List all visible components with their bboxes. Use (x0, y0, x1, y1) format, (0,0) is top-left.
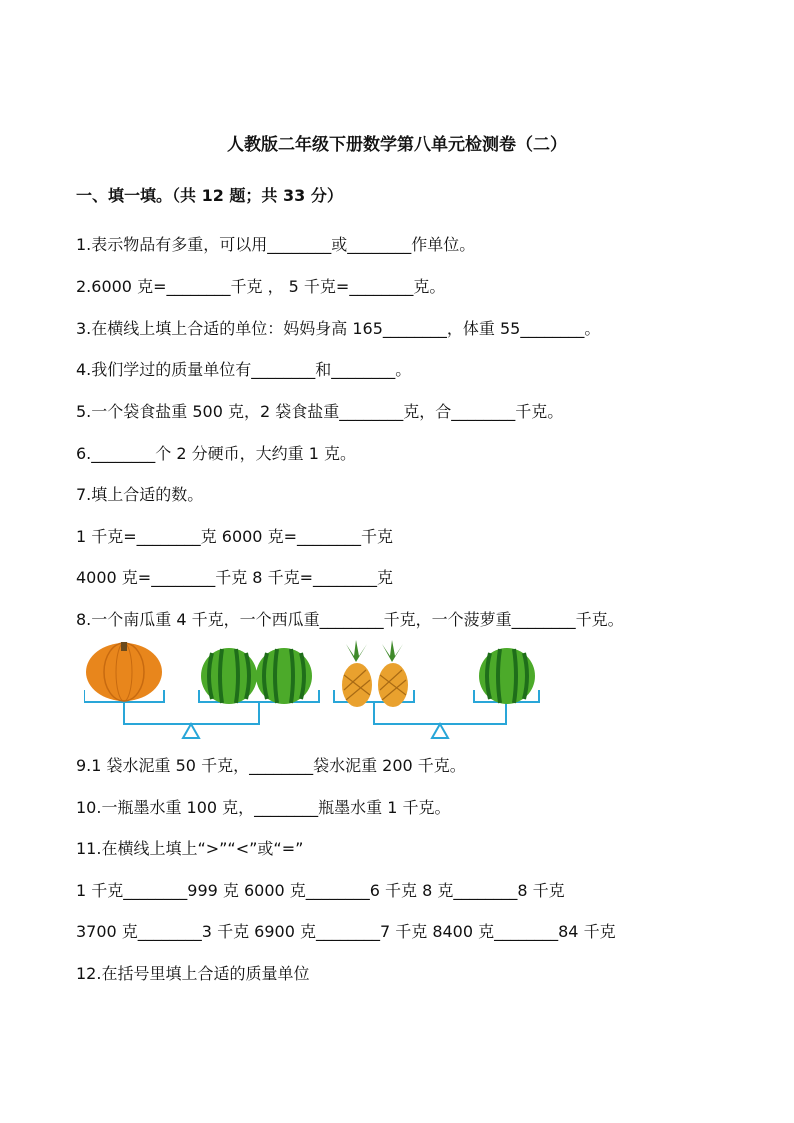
question-12: 12.在括号里填上合适的质量单位 (76, 964, 310, 983)
pineapple-icon (378, 640, 408, 707)
question-7-row-1: 1 千克=________克 6000 克=________千克 (76, 527, 393, 546)
fulcrum-icon (432, 724, 448, 738)
question-1: 1.表示物品有多重，可以用________或________作单位。 (76, 235, 476, 254)
pumpkin-icon (86, 642, 162, 701)
question-11-row-1: 1 千克________999 克 6000 克________6 千克 8 克________8 千克 (76, 881, 565, 900)
question-4: 4.我们学过的质量单位有________和________。 (76, 360, 412, 379)
section-heading: 一、填一填。（共 12 题；共 33 分） (76, 186, 343, 205)
question-7: 7.填上合适的数。 (76, 485, 204, 504)
question-10: 10.一瓶墨水重 100 克，________瓶墨水重 1 千克。 (76, 798, 451, 817)
watermelon-icon (256, 648, 312, 704)
question-11: 11.在横线上填上“>”“<”或“=” (76, 839, 304, 858)
pineapple-icon (342, 640, 372, 707)
question-6: 6.________个 2 分硬币，大约重 1 克。 (76, 444, 356, 463)
question-8: 8.一个南瓜重 4 千克，一个西瓜重________千克，一个菠萝重________千克。 (76, 610, 624, 629)
fulcrum-icon (183, 724, 199, 738)
watermelon-icon (201, 648, 257, 704)
question-2: 2.6000 克=________千克 ， 5 千克=________克。 (76, 277, 446, 296)
page-title: 人教版二年级下册数学第八单元检测卷（二） (227, 135, 567, 155)
balance-scale-illustration (84, 640, 554, 750)
question-7-row-2: 4000 克=________千克 8 千克=________克 (76, 568, 393, 587)
question-5: 5.一个袋食盐重 500 克，2 袋食盐重________克，合________千克。 (76, 402, 564, 421)
watermelon-icon (479, 648, 535, 704)
question-3: 3.在横线上填上合适的单位：妈妈身高 165________，体重 55________。 (76, 319, 601, 338)
question-11-row-2: 3700 克________3 千克 6900 克________7 千克 8400 克________84 千克 (76, 922, 616, 941)
question-9: 9.1 袋水泥重 50 千克，________袋水泥重 200 千克。 (76, 756, 466, 775)
